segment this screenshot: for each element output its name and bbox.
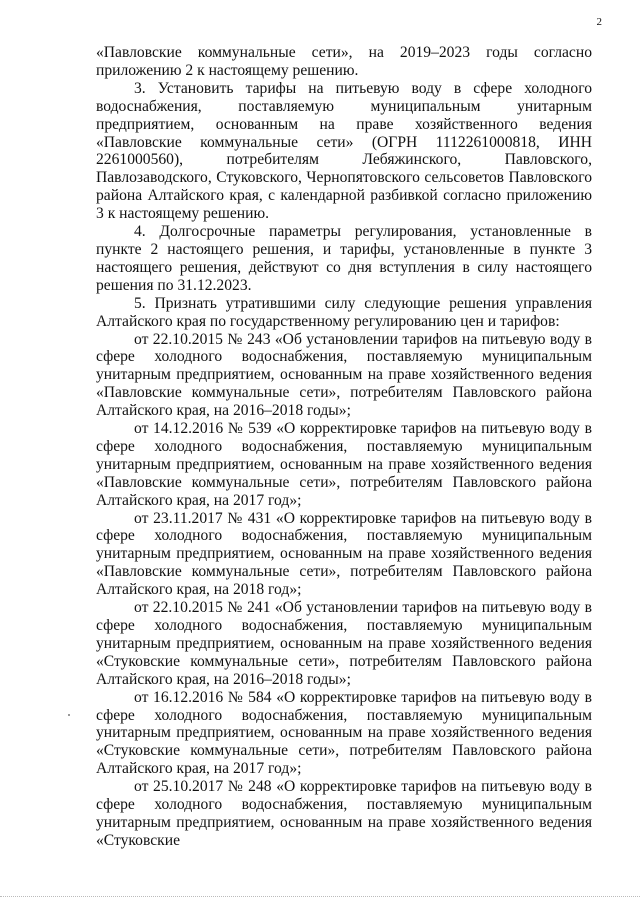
repealed-decision-241: от 22.10.2015 № 241 «Об установлении тарифов на питьевую воду в сфере холодного водоснабжения, поставляемую муниципальным унитарным предприятием, основанным на праве хозяйственного ведения «Стуковские коммунальные сети», потребителям Павловского района Алтайского края, на 2016–2018 годы»; (96, 599, 592, 688)
paragraph-item-3: 3. Установить тарифы на питьевую воду в сфере холодного водоснабжения, поставляемую муниципальным унитарным предприятием, основанным на праве хозяйственного ведения «Павловские коммунальные сети» (ОГРН 1112261000818, ИНН 2261000560), потребителям Лебяжинского, Павловского, Павлозаводского, Стуковского, Чернопятовского сельсоветов Павловского района Алтайского края, с календарной разбивкой согласно приложению 3 к настоящему решению. (96, 79, 592, 223)
repealed-decision-243: от 22.10.2015 № 243 «Об установлении тарифов на питьевую воду в сфере холодного водоснабжения, поставляемую муниципальным унитарным предприятием, основанным на праве хозяйственного ведения «Павловские коммунальные сети», потребителям Павловского района Алтайского края, на 2016–2018 годы»; (96, 330, 592, 420)
scan-bottom-edge (0, 896, 640, 897)
paragraph-continuation: «Павловские коммунальные сети», на 2019–2023 годы согласно приложению 2 к настоящему решению. (96, 44, 592, 79)
repealed-decision-539: от 14.12.2016 № 539 «О корректировке тарифов на питьевую воду в сфере холодного водоснабжения, поставляемую муниципальным унитарным предприятием, основанным на праве хозяйственного ведения «Павловские коммунальные сети», потребителям Павловского района Алтайского края, на 2017 год»; (96, 420, 592, 509)
document-body (96, 44, 592, 850)
scan-speck (68, 714, 70, 716)
repealed-decision-431: от 23.11.2017 № 431 «О корректировке тарифов на питьевую воду в сфере холодного водоснабжения, поставляемую муниципальным унитарным предприятием, основанным на праве хозяйственного ведения «Павловские коммунальные сети», потребителям Павловского района Алтайского края, на 2018 год»; (96, 509, 592, 599)
repealed-decision-584: от 16.12.2016 № 584 «О корректировке тарифов на питьевую воду в сфере холодного водоснабжения, поставляемую муниципальным унитарным предприятием, основанным на праве хозяйственного ведения «Стуковские коммунальные сети», потребителям Павловского района Алтайского края, на 2017 год»; (96, 688, 592, 778)
paragraph-item-5: 5. Признать утратившими силу следующие решения управления Алтайского края по государственному регулированию цен и тарифов: (96, 294, 592, 330)
page-number: 2 (596, 16, 602, 28)
paragraph-item-4: 4. Долгосрочные параметры регулирования, установленные в пункте 2 настоящего решения, и тарифы, установленные в пункте 3 настоящего решения, действуют со дня вступления в силу настоящего решения по 31.12.2023. (96, 223, 592, 294)
repealed-decision-248: от 25.10.2017 № 248 «О корректировке тарифов на питьевую воду в сфере холодного водоснабжения, поставляемую муниципальным унитарным предприятием, основанным на праве хозяйственного ведения «Стуковские (96, 778, 592, 849)
